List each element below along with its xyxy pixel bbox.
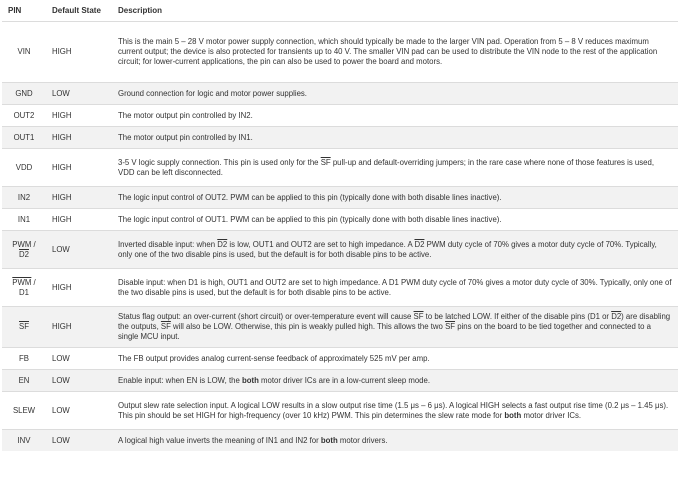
pin-description	[112, 430, 678, 452]
pin-description	[112, 392, 678, 430]
table-row	[2, 187, 678, 209]
desc-text: Inverted disable input: when	[118, 239, 218, 249]
default-state: LOW	[46, 392, 112, 430]
sf-overline-text: $\overline{SF}$	[160, 322, 171, 332]
pin-name-overline: D2	[19, 249, 29, 259]
table-row	[2, 22, 678, 83]
desc-text: PWM duty cycle of 70% gives a motor duty cycle of 70%. Typically, only one of the two disable pins is used, but the default is for both disable pins to be active.	[118, 239, 657, 259]
desc-text: will also be LOW. Otherwise, this pin is weakly pulled high. This allows the two	[170, 322, 446, 332]
table-row	[2, 105, 678, 127]
sf-overline-text: $\overline{SF}$	[445, 322, 456, 332]
pin-name: VDD	[2, 149, 46, 187]
pin-name: SLEW	[2, 392, 46, 430]
d2-overline-text: D2	[611, 311, 622, 321]
desc-text: A logical high value inverts the meaning of IN1 and IN2 for	[118, 435, 321, 445]
pin-name: GND	[2, 83, 46, 105]
header-pin: PIN	[2, 1, 46, 22]
default-state: LOW	[46, 348, 112, 370]
table-row	[2, 209, 678, 231]
default-state: HIGH	[46, 127, 112, 149]
table-row	[2, 127, 678, 149]
desc-text: pull-up and default-overriding jumpers; in the rare case where none of those features is used, VDD can be left disconnected.	[118, 157, 654, 177]
pin-name	[2, 269, 46, 307]
pin-name	[2, 307, 46, 348]
pin-description-table	[2, 1, 678, 451]
pin-name: VIN	[2, 22, 46, 83]
pin-description: Ground connection for logic and motor power supplies.	[112, 83, 678, 105]
default-state: HIGH	[46, 269, 112, 307]
pin-name: OUT2	[2, 105, 46, 127]
desc-text: motor driver ICs are in a low-current sleep mode.	[258, 375, 431, 385]
default-state: HIGH	[46, 307, 112, 348]
pin-name: IN2	[2, 187, 46, 209]
pin-description	[112, 231, 678, 269]
pin-name: OUT1	[2, 127, 46, 149]
header-default-state: Default State	[46, 1, 112, 22]
pin-name-overline: $\overline{PWM}$	[12, 277, 32, 287]
default-state: HIGH	[46, 187, 112, 209]
pin-description: This is the main 5 – 28 V motor power supply connection, which should typically be made to the larger VIN pad. Operation from 5 – 8 V reduces maximum current output; the device is also protected for transients up to 40 V. The smaller VIN pad can be used to distribute the VIN node to the rest of the application circuit; for lower-current applications, the pin can also be used to power the board and motors.	[112, 22, 678, 83]
d2-overline-text: D2	[217, 239, 228, 249]
pin-description: The logic input control of OUT2. PWM can be applied to this pin (typically done with both disable lines inactive).	[112, 187, 678, 209]
pin-name-overline: $\overline{SF}$	[19, 322, 29, 332]
default-state: HIGH	[46, 149, 112, 187]
pin-description	[112, 149, 678, 187]
header-description: Description	[112, 1, 678, 22]
desc-text: Status flag output: an over-current (short circuit) or over-temperature event will cause	[118, 311, 414, 321]
table-row	[2, 348, 678, 370]
desc-text: Enable input: when EN is LOW, the	[118, 375, 242, 385]
default-state: HIGH	[46, 209, 112, 231]
table-row	[2, 83, 678, 105]
table-header-row	[2, 1, 678, 22]
desc-text: 3-5 V logic supply connection. This pin is used only for the	[118, 157, 321, 167]
pin-name: INV	[2, 430, 46, 452]
desc-bold-text: both	[504, 410, 522, 420]
sf-overline-text: $\overline{SF}$	[320, 157, 331, 167]
desc-bold-text: both	[320, 435, 338, 445]
table-row	[2, 392, 678, 430]
sf-overline-text: $\overline{SF}$	[413, 311, 424, 321]
table-row	[2, 149, 678, 187]
pin-name: FB	[2, 348, 46, 370]
table-row	[2, 231, 678, 269]
desc-text: pins on the board to be tied together and connected to a single MCU input.	[118, 322, 651, 342]
table-row	[2, 430, 678, 452]
default-state: HIGH	[46, 22, 112, 83]
pin-description: The motor output pin controlled by IN2.	[112, 105, 678, 127]
desc-text: Output slew rate selection input. A logical LOW results in a slow output rise time (1.5 μs – 6 μs). A logical HIGH selects a fast output rise time (0.2 μs – 1.45 μs). This pin should be set HIGH for high-frequency (over 10 kHz) PWM. This pin determines the slew rate mode for	[118, 400, 669, 420]
desc-text: ) are disabling the outputs,	[118, 311, 671, 332]
pin-description: The motor output pin controlled by IN1.	[112, 127, 678, 149]
pin-description	[112, 370, 678, 392]
desc-text: is low, OUT1 and OUT2 are set to high impedance. A	[227, 239, 415, 249]
pin-name-text: / D1	[19, 277, 36, 297]
default-state: LOW	[46, 83, 112, 105]
pin-name: IN1	[2, 209, 46, 231]
desc-text: to be latched LOW. If either of the disable pins (D1 or	[423, 311, 612, 321]
pin-name	[2, 231, 46, 269]
default-state: LOW	[46, 231, 112, 269]
pin-description: The FB output provides analog current-sense feedback of approximately 525 mV per amp.	[112, 348, 678, 370]
pin-name: EN	[2, 370, 46, 392]
table-row	[2, 370, 678, 392]
pin-description: Disable input: when D1 is high, OUT1 and OUT2 are set to high impedance. A D1 PWM duty cycle of 70% gives a motor duty cycle of 30%. Typically, only one of the two disable pins is used, but the default is for both disable pins to be active.	[112, 269, 678, 307]
default-state: LOW	[46, 370, 112, 392]
pin-description: The logic input control of OUT1. PWM can be applied to this pin (typically done with both disable lines inactive).	[112, 209, 678, 231]
desc-bold-text: both	[241, 375, 259, 385]
desc-text: motor drivers.	[337, 435, 388, 445]
table-row	[2, 269, 678, 307]
pin-description	[112, 307, 678, 348]
table-row	[2, 307, 678, 348]
default-state: LOW	[46, 430, 112, 452]
d2-overline-text: D2	[414, 239, 425, 249]
desc-text: motor driver ICs.	[521, 410, 582, 420]
default-state: HIGH	[46, 105, 112, 127]
pin-name-text: PWM /	[12, 239, 36, 249]
